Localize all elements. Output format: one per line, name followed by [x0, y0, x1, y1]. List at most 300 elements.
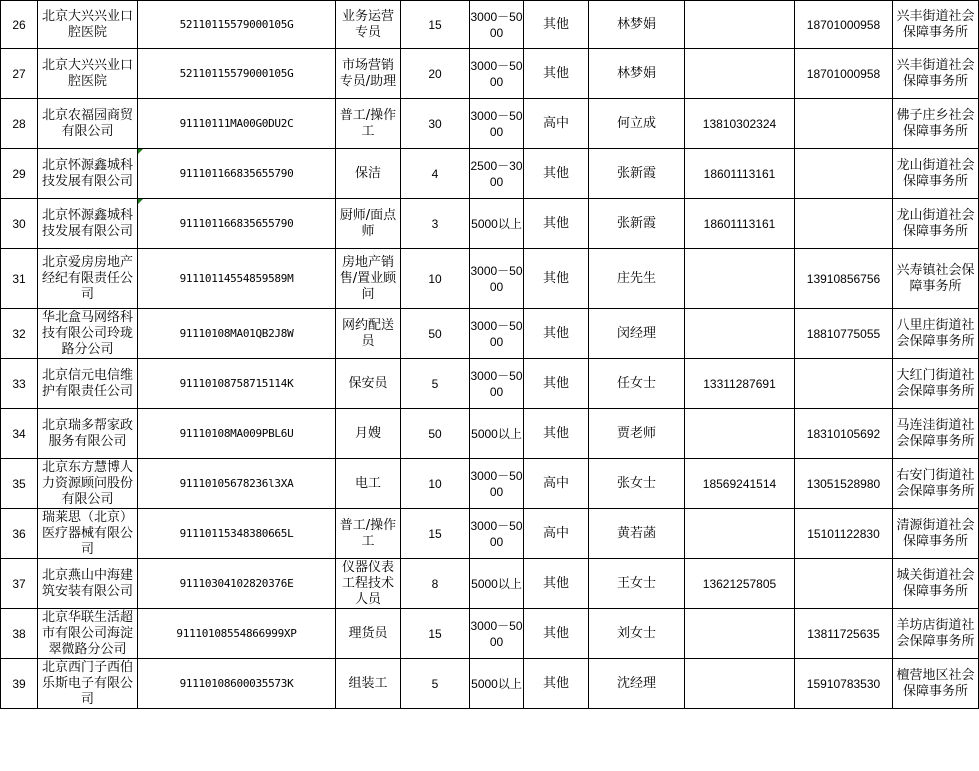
- education-cell-text: 其他: [542, 65, 569, 81]
- contact-person-cell: [589, 509, 685, 559]
- position-cell: [336, 309, 401, 359]
- phone-cell-text: 18601113161: [703, 166, 776, 181]
- education-cell-text: 其他: [542, 270, 569, 286]
- education-cell: [524, 559, 589, 609]
- headcount-cell-text: 5: [431, 376, 439, 391]
- row-number-cell-text: 27: [12, 66, 26, 81]
- table-row: [1, 49, 979, 99]
- education-cell: [524, 409, 589, 459]
- contact-person-cell: [589, 309, 685, 359]
- contact-person-cell: [589, 409, 685, 459]
- phone-cell: [685, 409, 795, 459]
- mobile-cell-text: 18701000958: [806, 66, 881, 81]
- office-cell: [893, 359, 979, 409]
- contact-person-cell: [589, 359, 685, 409]
- table-row: [1, 1, 979, 49]
- education-cell: [524, 249, 589, 309]
- office-cell-text: 羊坊店街道社会保障事务所: [896, 617, 975, 649]
- education-cell: [524, 309, 589, 359]
- office-cell-text: 清源街道社会保障事务所: [896, 517, 975, 549]
- company-name-cell: [38, 459, 138, 509]
- office-cell-text: 八里庄街道社会保障事务所: [896, 317, 975, 349]
- headcount-cell-text: 50: [428, 326, 442, 341]
- row-number-cell-text: 32: [12, 326, 26, 341]
- education-cell-text: 高中: [542, 115, 569, 131]
- credit-code-cell: [138, 49, 336, 99]
- credit-code-cell: [138, 1, 336, 49]
- contact-person-cell: [589, 609, 685, 659]
- education-cell: [524, 459, 589, 509]
- company-name-cell-text: 瑞莱思（北京）医疗器械有限公司: [41, 509, 133, 557]
- table-row: [1, 409, 979, 459]
- office-cell: [893, 659, 979, 709]
- salary-range-cell: [470, 459, 524, 509]
- headcount-cell: [401, 149, 470, 199]
- row-number-cell: [1, 659, 38, 709]
- phone-cell: [685, 1, 795, 49]
- company-name-cell: [38, 559, 138, 609]
- contact-person-cell: [589, 1, 685, 49]
- credit-code-cell: [138, 199, 336, 249]
- row-number-cell-text: 29: [12, 166, 26, 181]
- row-number-cell: [1, 99, 38, 149]
- company-name-cell: [38, 409, 138, 459]
- office-cell: [893, 99, 979, 149]
- row-number-cell-text: 38: [12, 626, 26, 641]
- salary-range-cell-text: 3000－5000: [470, 518, 523, 549]
- phone-cell: [685, 659, 795, 709]
- mobile-cell: [795, 609, 893, 659]
- credit-code-cell: [138, 409, 336, 459]
- phone-cell: [685, 49, 795, 99]
- headcount-cell-text: 15: [428, 17, 442, 32]
- position-cell: [336, 359, 401, 409]
- company-name-cell-text: 华北盒马网络科技有限公司玲珑路分公司: [41, 309, 133, 357]
- mobile-cell: [795, 49, 893, 99]
- phone-cell-text: 13621257805: [702, 576, 777, 591]
- credit-code-cell: [138, 559, 336, 609]
- mobile-cell: [795, 309, 893, 359]
- contact-person-cell: [589, 249, 685, 309]
- credit-code-cell-text: 91110108MA009PBL6U: [179, 426, 294, 440]
- contact-person-cell-text: 张新霞: [616, 215, 656, 231]
- education-cell: [524, 149, 589, 199]
- credit-code-cell-text: 91110108600035573K: [179, 676, 294, 690]
- position-cell: [336, 1, 401, 49]
- position-cell-text: 月嫂: [354, 425, 381, 441]
- row-number-cell-text: 26: [12, 17, 26, 32]
- credit-code-cell-text: 91110108554866999XP: [176, 626, 297, 640]
- company-name-cell: [38, 659, 138, 709]
- phone-cell: [685, 309, 795, 359]
- phone-cell: [685, 249, 795, 309]
- mobile-cell: [795, 199, 893, 249]
- credit-code-cell-text: 91110111MA00G0DU2C: [179, 116, 294, 130]
- salary-range-cell: [470, 199, 524, 249]
- table-row: [1, 659, 979, 709]
- position-cell: [336, 509, 401, 559]
- mobile-cell: [795, 659, 893, 709]
- position-cell-text: 保安员: [348, 375, 388, 391]
- salary-range-cell-text: 5000以上: [471, 676, 522, 691]
- credit-code-cell-text: 91110108MA01QB2J8W: [179, 326, 294, 340]
- position-cell-text: 保洁: [354, 165, 381, 181]
- salary-range-cell-text: 5000以上: [471, 216, 522, 231]
- credit-code-cell: [138, 149, 336, 199]
- education-cell-text: 高中: [542, 475, 569, 491]
- company-name-cell: [38, 1, 138, 49]
- salary-range-cell: [470, 409, 524, 459]
- company-name-cell: [38, 199, 138, 249]
- contact-person-cell-text: 黄若菡: [616, 525, 656, 541]
- salary-range-cell-text: 5000以上: [471, 426, 522, 441]
- table-row: [1, 249, 979, 309]
- row-number-cell: [1, 459, 38, 509]
- contact-person-cell-text: 何立成: [616, 115, 656, 131]
- education-cell-text: 其他: [542, 325, 569, 341]
- credit-code-cell-text: 91110114554859589M: [179, 271, 294, 285]
- position-cell: [336, 49, 401, 99]
- office-cell: [893, 509, 979, 559]
- company-name-cell: [38, 309, 138, 359]
- company-name-cell-text: 北京燕山中海建筑安装有限公司: [41, 567, 133, 599]
- mobile-cell: [795, 459, 893, 509]
- row-number-cell: [1, 609, 38, 659]
- row-number-cell: [1, 409, 38, 459]
- mobile-cell: [795, 409, 893, 459]
- salary-range-cell: [470, 49, 524, 99]
- contact-person-cell-text: 任女士: [616, 375, 656, 391]
- company-name-cell: [38, 609, 138, 659]
- table-body: [1, 1, 979, 709]
- contact-person-cell: [589, 559, 685, 609]
- headcount-cell-text: 20: [428, 66, 442, 81]
- credit-code-cell-text: 91110108758715114K: [179, 376, 294, 390]
- phone-cell-text: 13810302324: [702, 116, 777, 131]
- contact-person-cell: [589, 459, 685, 509]
- office-cell-text: 兴丰街道社会保障事务所: [896, 57, 975, 89]
- row-number-cell-text: 37: [12, 576, 26, 591]
- credit-code-cell: [138, 459, 336, 509]
- contact-person-cell-text: 林梦娟: [616, 16, 656, 32]
- company-name-cell: [38, 359, 138, 409]
- salary-range-cell: [470, 149, 524, 199]
- office-cell: [893, 1, 979, 49]
- salary-range-cell: [470, 1, 524, 49]
- row-number-cell-text: 34: [12, 426, 26, 441]
- credit-code-cell: [138, 309, 336, 359]
- salary-range-cell-text: 3000－5000: [470, 58, 523, 89]
- position-cell: [336, 459, 401, 509]
- row-number-cell: [1, 559, 38, 609]
- credit-code-cell-text: 91110105678236l3XA: [179, 476, 294, 490]
- position-cell: [336, 559, 401, 609]
- phone-cell: [685, 199, 795, 249]
- salary-range-cell-text: 3000－5000: [470, 9, 523, 40]
- education-cell: [524, 659, 589, 709]
- contact-person-cell-text: 闵经理: [616, 325, 656, 341]
- education-cell: [524, 359, 589, 409]
- row-number-cell-text: 35: [12, 476, 26, 491]
- credit-code-cell-text: 91110115348380665L: [179, 526, 294, 540]
- position-cell-text: 厨师/面点师: [339, 207, 397, 239]
- contact-person-cell: [589, 99, 685, 149]
- headcount-cell-text: 15: [428, 526, 442, 541]
- position-cell-text: 网约配送员: [341, 317, 394, 349]
- company-name-cell: [38, 509, 138, 559]
- row-number-cell: [1, 199, 38, 249]
- table-row: [1, 149, 979, 199]
- education-cell: [524, 99, 589, 149]
- mobile-cell-text: 18701000958: [806, 17, 881, 32]
- company-name-cell-text: 北京怀源鑫城科技发展有限公司: [41, 157, 133, 189]
- row-number-cell-text: 39: [12, 676, 26, 691]
- company-name-cell-text: 北京怀源鑫城科技发展有限公司: [41, 207, 133, 239]
- salary-range-cell-text: 2500－3000: [470, 158, 523, 189]
- row-number-cell-text: 28: [12, 116, 26, 131]
- headcount-cell-text: 3: [431, 216, 439, 231]
- education-cell: [524, 609, 589, 659]
- headcount-cell-text: 8: [431, 576, 439, 591]
- credit-code-cell-text: 911101166835655790: [179, 216, 294, 230]
- phone-cell: [685, 459, 795, 509]
- row-number-cell-text: 30: [12, 216, 26, 231]
- row-number-cell: [1, 249, 38, 309]
- company-name-cell-text: 北京瑞多帮家政服务有限公司: [41, 417, 133, 449]
- company-name-cell: [38, 99, 138, 149]
- contact-person-cell-text: 庄先生: [616, 270, 656, 286]
- position-cell: [336, 199, 401, 249]
- contact-person-cell: [589, 199, 685, 249]
- credit-code-cell: [138, 659, 336, 709]
- headcount-cell: [401, 559, 470, 609]
- education-cell-text: 其他: [542, 215, 569, 231]
- office-cell-text: 城关街道社会保障事务所: [896, 567, 975, 599]
- position-cell: [336, 149, 401, 199]
- table-row: [1, 509, 979, 559]
- company-name-cell: [38, 249, 138, 309]
- headcount-cell: [401, 99, 470, 149]
- salary-range-cell: [470, 249, 524, 309]
- position-cell-text: 业务运营专员: [341, 8, 394, 40]
- headcount-cell: [401, 199, 470, 249]
- salary-range-cell: [470, 359, 524, 409]
- company-name-cell: [38, 49, 138, 99]
- salary-range-cell: [470, 659, 524, 709]
- company-name-cell-text: 北京东方慧博人力资源顾问股份有限公司: [41, 459, 133, 507]
- headcount-cell: [401, 409, 470, 459]
- salary-range-cell-text: 3000－5000: [470, 468, 523, 499]
- phone-cell-text: 18569241514: [702, 476, 777, 491]
- phone-cell: [685, 609, 795, 659]
- headcount-cell: [401, 359, 470, 409]
- credit-code-cell: [138, 359, 336, 409]
- position-cell-text: 理货员: [348, 625, 388, 641]
- education-cell-text: 其他: [542, 575, 569, 591]
- phone-cell: [685, 559, 795, 609]
- education-cell-text: 其他: [542, 625, 569, 641]
- education-cell: [524, 49, 589, 99]
- office-cell: [893, 149, 979, 199]
- office-cell: [893, 249, 979, 309]
- headcount-cell-text: 4: [431, 166, 439, 181]
- mobile-cell-text: 18810775055: [806, 326, 881, 341]
- office-cell-text: 右安门街道社会保障事务所: [896, 467, 975, 499]
- table-row: [1, 309, 979, 359]
- table-row: [1, 99, 979, 149]
- salary-range-cell-text: 3000－5000: [470, 263, 523, 294]
- headcount-cell: [401, 249, 470, 309]
- office-cell-text: 龙山街道社会保障事务所: [896, 207, 975, 239]
- company-name-cell-text: 北京信元电信维护有限责任公司: [41, 367, 133, 399]
- office-cell: [893, 409, 979, 459]
- office-cell-text: 兴丰街道社会保障事务所: [896, 8, 975, 40]
- contact-person-cell-text: 张女士: [616, 475, 656, 491]
- headcount-cell: [401, 609, 470, 659]
- mobile-cell: [795, 149, 893, 199]
- row-number-cell: [1, 149, 38, 199]
- education-cell-text: 其他: [542, 425, 569, 441]
- headcount-cell-text: 5: [431, 676, 439, 691]
- headcount-cell: [401, 49, 470, 99]
- phone-cell: [685, 359, 795, 409]
- mobile-cell: [795, 99, 893, 149]
- office-cell-text: 佛子庄乡社会保障事务所: [896, 107, 975, 139]
- position-cell-text: 房地产销售/置业顾问: [339, 254, 397, 302]
- salary-range-cell: [470, 509, 524, 559]
- office-cell: [893, 559, 979, 609]
- contact-person-cell: [589, 49, 685, 99]
- row-number-cell: [1, 49, 38, 99]
- headcount-cell-text: 10: [428, 271, 442, 286]
- headcount-cell: [401, 309, 470, 359]
- table-row: [1, 359, 979, 409]
- headcount-cell-text: 50: [428, 426, 442, 441]
- education-cell: [524, 509, 589, 559]
- table-row: [1, 559, 979, 609]
- table-row: [1, 609, 979, 659]
- education-cell-text: 其他: [542, 165, 569, 181]
- salary-range-cell-text: 3000－5000: [470, 318, 523, 349]
- office-cell: [893, 459, 979, 509]
- contact-person-cell: [589, 659, 685, 709]
- office-cell-text: 兴寿镇社会保障事务所: [896, 262, 975, 294]
- headcount-cell: [401, 509, 470, 559]
- row-number-cell: [1, 1, 38, 49]
- office-cell-text: 大红门街道社会保障事务所: [896, 367, 975, 399]
- salary-range-cell: [470, 309, 524, 359]
- education-cell-text: 高中: [542, 525, 569, 541]
- headcount-cell-text: 15: [428, 626, 442, 641]
- mobile-cell-text: 13811725635: [807, 626, 880, 641]
- table-row: [1, 199, 979, 249]
- education-cell: [524, 1, 589, 49]
- office-cell-text: 檀营地区社会保障事务所: [896, 667, 975, 699]
- position-cell: [336, 249, 401, 309]
- mobile-cell-text: 13051528980: [806, 476, 881, 491]
- company-name-cell-text: 北京华联生活超市有限公司海淀翠微路分公司: [41, 609, 133, 657]
- row-number-cell: [1, 309, 38, 359]
- position-cell: [336, 609, 401, 659]
- position-cell-text: 普工/操作工: [339, 517, 397, 549]
- row-number-cell-text: 31: [12, 271, 26, 286]
- credit-code-cell-text: 91110304102820376E: [179, 576, 294, 590]
- phone-cell: [685, 509, 795, 559]
- row-number-cell: [1, 359, 38, 409]
- row-number-cell-text: 33: [12, 376, 26, 391]
- education-cell-text: 其他: [542, 375, 569, 391]
- position-cell: [336, 99, 401, 149]
- position-cell: [336, 659, 401, 709]
- phone-cell: [685, 99, 795, 149]
- contact-person-cell-text: 沈经理: [616, 675, 656, 691]
- row-number-cell-text: 36: [12, 526, 26, 541]
- credit-code-cell: [138, 99, 336, 149]
- mobile-cell: [795, 359, 893, 409]
- office-cell-text: 龙山街道社会保障事务所: [896, 157, 975, 189]
- mobile-cell-text: 13910856756: [806, 271, 881, 286]
- position-cell-text: 组装工: [348, 675, 388, 691]
- credit-code-cell: [138, 249, 336, 309]
- headcount-cell-text: 30: [428, 116, 442, 131]
- credit-code-cell: [138, 609, 336, 659]
- salary-range-cell-text: 3000－5000: [470, 368, 523, 399]
- education-cell-text: 其他: [542, 16, 569, 32]
- position-cell-text: 仪器仪表工程技术人员: [341, 559, 394, 607]
- education-cell-text: 其他: [542, 675, 569, 691]
- office-cell: [893, 199, 979, 249]
- contact-person-cell-text: 贾老师: [616, 425, 656, 441]
- contact-person-cell-text: 刘女士: [616, 625, 656, 641]
- salary-range-cell-text: 3000－5000: [470, 618, 523, 649]
- contact-person-cell-text: 林梦娟: [616, 65, 656, 81]
- mobile-cell: [795, 249, 893, 309]
- headcount-cell: [401, 459, 470, 509]
- mobile-cell: [795, 509, 893, 559]
- company-name-cell: [38, 149, 138, 199]
- mobile-cell: [795, 559, 893, 609]
- salary-range-cell-text: 5000以上: [471, 576, 522, 591]
- position-cell-text: 市场营销专员/助理: [339, 57, 397, 89]
- office-cell-text: 马连洼街道社会保障事务所: [896, 417, 975, 449]
- row-number-cell: [1, 509, 38, 559]
- salary-range-cell: [470, 559, 524, 609]
- phone-cell-text: 18601113161: [703, 216, 776, 231]
- contact-person-cell: [589, 149, 685, 199]
- office-cell: [893, 309, 979, 359]
- table-row: [1, 459, 979, 509]
- headcount-cell: [401, 1, 470, 49]
- mobile-cell-text: 15910783530: [806, 676, 881, 691]
- headcount-cell: [401, 659, 470, 709]
- credit-code-cell-text: 52110115579000105G: [179, 17, 294, 31]
- mobile-cell-text: 18310105692: [806, 426, 881, 441]
- mobile-cell: [795, 1, 893, 49]
- phone-cell: [685, 149, 795, 199]
- position-cell-text: 普工/操作工: [339, 107, 397, 139]
- office-cell: [893, 49, 979, 99]
- company-name-cell-text: 北京大兴兴业口腔医院: [41, 57, 133, 89]
- contact-person-cell-text: 张新霞: [616, 165, 656, 181]
- phone-cell-text: 13311287691: [703, 376, 776, 391]
- credit-code-cell: [138, 509, 336, 559]
- position-cell: [336, 409, 401, 459]
- salary-range-cell: [470, 99, 524, 149]
- position-cell-text: 电工: [354, 475, 381, 491]
- company-name-cell-text: 北京西门子西伯乐斯电子有限公司: [41, 659, 133, 707]
- office-cell: [893, 609, 979, 659]
- education-cell: [524, 199, 589, 249]
